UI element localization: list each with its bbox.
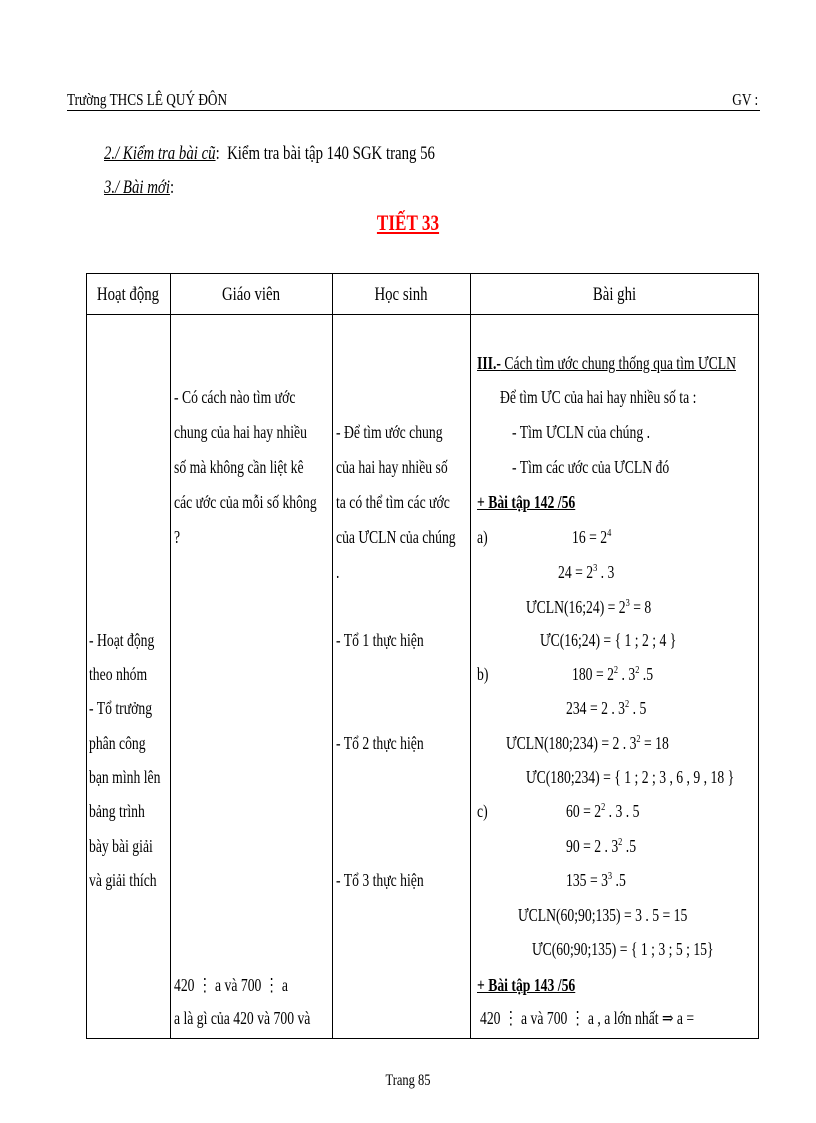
bg-math: ƯCLN(16;24) = $2^3 = 8$ [526,597,652,617]
hs-to2: - Tổ 2 thực hiện [336,733,424,753]
gv-line: các ước của mỗi số không [174,492,317,512]
bg-math: $24 = 2^3$ . 3 [558,562,615,582]
bg-math: ƯCLN(180;234) = 2 . $3^2 = 18$ [506,733,669,753]
bg-math: ƯC(60;90;135) = { 1 ; 3 ; 5 ; 15} [532,939,714,959]
header-divider [67,110,760,111]
page-number: Trang 85 [385,1072,431,1089]
old-lesson-check [104,143,435,165]
gv-line-2: a là gì của 420 và 700 và [174,1008,311,1028]
new-lesson-label: 3./ Bài mới [104,177,170,198]
header-hoc-sinh: Học sinh [374,284,428,305]
teacher-label: GV : [732,90,758,109]
bg-part-a: a) [477,527,488,547]
bg-math: $180 = 2^2$ . $3^2$ .5 [572,664,654,684]
old-lesson-text: Kiểm tra bài tập 140 SGK trang 56 [227,143,435,164]
bg-math: $16 = 2^4$ [572,527,612,547]
bg-exercise-142: + Bài tập 142 /56 [477,492,576,512]
header-hoat-dong: Hoạt động [96,284,160,305]
gv-line: ? [174,527,181,547]
header-bai-ghi: Bài ghi [592,284,637,305]
bg-math: 234 = 2 . $3^2$ . 5 [566,698,647,718]
bg-bullet: - Tìm các ước của ƯCLN đó [512,457,670,477]
bg-math: ƯC(180;234) = { 1 ; 2 ; 3 , 6 , 9 , 18 } [526,767,735,787]
bg-heading [477,353,736,374]
bg-math: ƯCLN(60;90;135) = 3 . 5 = 15 [518,905,688,925]
old-lesson-colon: : [215,143,220,164]
hd-line: bạn mình lên [89,767,161,787]
col-divider-2 [332,273,333,1039]
school-name: Trường THCS LÊ QUÝ ĐÔN [67,90,228,109]
hs-line: . [336,562,340,582]
hs-to3: - Tổ 3 thực hiện [336,870,424,890]
gv-line-2: 420 ⋮ a và 700 ⋮ a [174,975,288,995]
bg-heading-text: Cách tìm ước chung thống qua tìm ƯCLN [500,353,736,373]
gv-line: chung của hai hay nhiều [174,422,307,442]
bg-part-b: b) [477,664,489,684]
bg-last-line: 420 ⋮ a và 700 ⋮ a , a lớn nhất ⇒ a = [480,1008,695,1028]
hs-to1: - Tổ 1 thực hiện [336,630,424,650]
hs-line: - Để tìm ước chung [336,422,443,442]
bg-heading-num: III.- [477,353,501,373]
hd-line: bảng trình [89,801,145,821]
hd-line: - Hoạt động [89,630,155,650]
hd-line: và giải thích [89,870,157,890]
header-giao-vien: Giáo viên [221,284,281,305]
bg-math: $135 = 3^3$ .5 [566,870,626,890]
bg-line: Để tìm ƯC của hai hay nhiều số ta : [500,387,697,407]
hs-line: của ƯCLN của chúng [336,527,456,547]
hs-line: ta có thể tìm các ước [336,492,450,512]
hd-line: theo nhóm [89,664,148,684]
old-lesson-label: 2./ Kiểm tra bài cũ [104,143,216,164]
new-lesson-colon: : [169,177,175,198]
hd-line: bày bài giải [89,836,153,856]
hd-line: phân công [89,733,146,753]
gv-line: số mà không cần liệt kê [174,457,304,477]
col-divider-1 [170,273,171,1039]
hd-line: - Tổ trưởng [89,698,153,718]
hs-line: của hai hay nhiều số [336,457,448,477]
header-row-divider [86,314,759,315]
new-lesson [104,177,174,199]
bg-math: $60 = 2^2$ . 3 . 5 [566,801,640,821]
bg-bullet: - Tìm ƯCLN của chúng . [512,422,651,442]
bg-exercise-143: + Bài tập 143 /56 [477,975,576,995]
bg-math: ƯC(16;24) = { 1 ; 2 ; 4 } [540,630,677,650]
col-divider-3 [470,273,471,1039]
lesson-title: TIẾT 33 [376,210,440,235]
gv-line: - Có cách nào tìm ước [174,387,296,407]
bg-math: 90 = 2 . $3^2$ .5 [566,836,637,856]
bg-part-c: c) [477,801,488,821]
